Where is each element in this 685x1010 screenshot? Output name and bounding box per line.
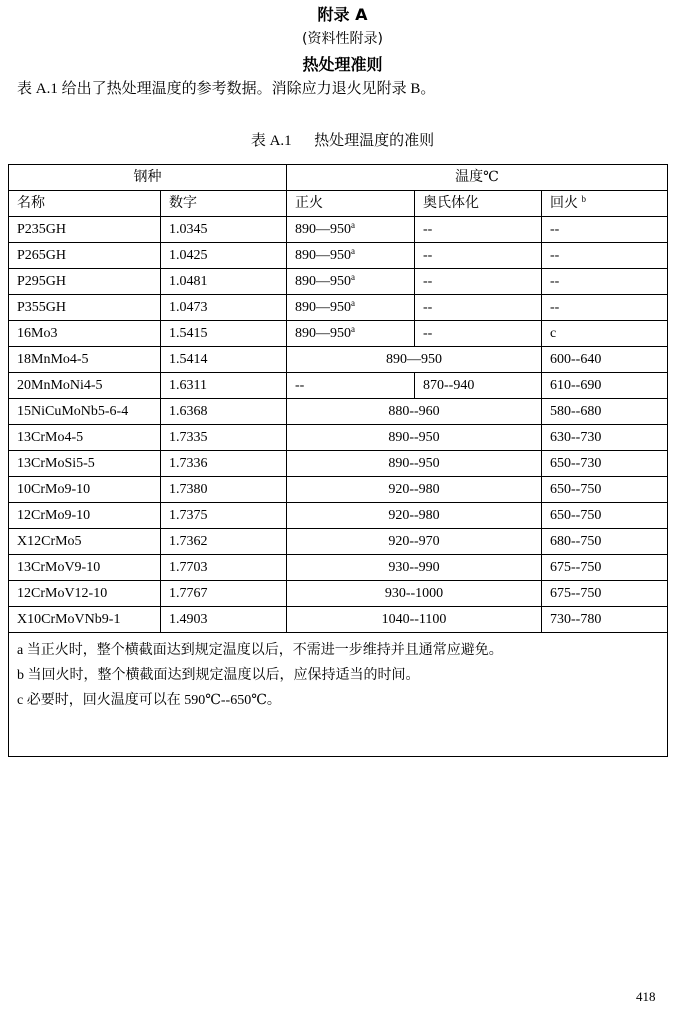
cell-number: 1.7336 [161, 451, 287, 477]
cell-name: X12CrMo5 [9, 529, 161, 555]
cell-tempering: 650--750 [542, 503, 668, 529]
footnote-b: b 当回火时，整个横截面达到规定温度以后，应保持适当的时间。 [17, 668, 420, 683]
cell-normalizing [287, 295, 415, 321]
cell-name: 10CrMo9-10 [9, 477, 161, 503]
cell-number: 1.7375 [161, 503, 287, 529]
table-row [9, 607, 668, 633]
cell-normalizing-value: 890—950 [295, 326, 351, 341]
cell-tempering: -- [542, 295, 668, 321]
cell-normalizing [287, 243, 415, 269]
table-row [9, 503, 668, 529]
cell-number: 1.5414 [161, 347, 287, 373]
cell-normalizing-austenitizing: 920--980 [287, 503, 542, 529]
cell-austenitizing: -- [415, 269, 542, 295]
cell-name: 18MnMo4-5 [9, 347, 161, 373]
appendix-title: 附录 A [317, 5, 368, 24]
cell-austenitizing: -- [415, 243, 542, 269]
header-name: 名称 [9, 191, 161, 217]
cell-normalizing-austenitizing: 1040--1100 [287, 607, 542, 633]
cell-austenitizing: -- [415, 217, 542, 243]
cell-tempering: 600--640 [542, 347, 668, 373]
cell-number: 1.7767 [161, 581, 287, 607]
cell-tempering: 730--780 [542, 607, 668, 633]
cell-normalizing-value: 890—950 [295, 222, 351, 237]
intro-paragraph: 表 A.1 给出了热处理温度的参考数据。消除应力退火见附录 B。 [17, 81, 436, 97]
cell-normalizing [287, 217, 415, 243]
cell-austenitizing: -- [415, 321, 542, 347]
cell-name: 12CrMoV12-10 [9, 581, 161, 607]
cell-name: 20MnMoNi4-5 [9, 373, 161, 399]
cell-tempering: -- [542, 269, 668, 295]
appendix-subtitle: (资料性附录) [302, 31, 383, 47]
footnote-a: a 当正火时，整个横截面达到规定温度以后，不需进一步维持并且通常应避免。 [17, 643, 503, 658]
cell-normalizing-austenitizing: 890--950 [287, 425, 542, 451]
table-row [9, 425, 668, 451]
table-row [9, 399, 668, 425]
cell-normalizing-value: 890—950 [295, 274, 351, 289]
cell-tempering: c [542, 321, 668, 347]
header-normalizing: 正火 [287, 191, 415, 217]
footnote-mark: a [351, 324, 355, 334]
footnote-mark: a [351, 298, 355, 308]
cell-number: 1.0345 [161, 217, 287, 243]
cell-name: 15NiCuMoNb5-6-4 [9, 399, 161, 425]
header-austenitizing: 奥氏体化 [415, 191, 542, 217]
table-row [9, 321, 668, 347]
cell-normalizing-value: 890—950 [295, 248, 351, 263]
page-number: 418 [636, 989, 656, 1004]
header-temperature: 温度℃ [287, 165, 668, 191]
header-tempering-label: 回火 [550, 196, 578, 211]
cell-name: 16Mo3 [9, 321, 161, 347]
footnote-mark: a [351, 246, 355, 256]
cell-normalizing-austenitizing: 930--990 [287, 555, 542, 581]
cell-number: 1.0473 [161, 295, 287, 321]
cell-tempering: -- [542, 243, 668, 269]
cell-name: P355GH [9, 295, 161, 321]
cell-normalizing-austenitizing: 890—950 [287, 347, 542, 373]
footnote-c: c 必要时，回火温度可以在 590℃--650℃。 [17, 693, 281, 708]
cell-number: 1.6368 [161, 399, 287, 425]
table-row [9, 243, 668, 269]
cell-number: 1.0425 [161, 243, 287, 269]
cell-name: 13CrMo4-5 [9, 425, 161, 451]
cell-tempering: 675--750 [542, 555, 668, 581]
cell-number: 1.7380 [161, 477, 287, 503]
cell-tempering: 675--750 [542, 581, 668, 607]
header-number: 数字 [161, 191, 287, 217]
cell-name: 13CrMoSi5-5 [9, 451, 161, 477]
table-row [9, 477, 668, 503]
cell-name: P235GH [9, 217, 161, 243]
cell-number: 1.5415 [161, 321, 287, 347]
table-row [9, 269, 668, 295]
cell-austenitizing: -- [415, 295, 542, 321]
section-title: 热处理准则 [302, 55, 383, 74]
table-row [9, 217, 668, 243]
footnotes-cell [9, 633, 668, 757]
cell-name: X10CrMoVNb9-1 [9, 607, 161, 633]
cell-name: 13CrMoV9-10 [9, 555, 161, 581]
table-row [9, 347, 668, 373]
cell-normalizing-austenitizing: 890--950 [287, 451, 542, 477]
cell-number: 1.7362 [161, 529, 287, 555]
table-header-row-2 [9, 191, 668, 217]
cell-name: P295GH [9, 269, 161, 295]
cell-normalizing-value: -- [295, 378, 305, 393]
header-steel-grade: 钢种 [9, 165, 287, 191]
cell-normalizing-austenitizing: 920--980 [287, 477, 542, 503]
cell-tempering: 650--730 [542, 451, 668, 477]
heat-treatment-table [8, 164, 668, 757]
cell-number: 1.4903 [161, 607, 287, 633]
cell-normalizing-austenitizing: 880--960 [287, 399, 542, 425]
cell-number: 1.6311 [161, 373, 287, 399]
footnote-mark: a [351, 220, 355, 230]
cell-normalizing [287, 321, 415, 347]
cell-normalizing-austenitizing: 930--1000 [287, 581, 542, 607]
cell-name: P265GH [9, 243, 161, 269]
cell-tempering: 680--750 [542, 529, 668, 555]
header-tempering-footnote-mark: b [581, 194, 586, 204]
cell-tempering: 580--680 [542, 399, 668, 425]
cell-normalizing [287, 373, 415, 399]
table-row [9, 555, 668, 581]
notes-row [9, 633, 668, 757]
cell-number: 1.7703 [161, 555, 287, 581]
cell-normalizing-austenitizing: 920--970 [287, 529, 542, 555]
footnote-mark: a [351, 272, 355, 282]
table-caption: 表 A.1 热处理温度的准则 [250, 133, 435, 149]
cell-number: 1.0481 [161, 269, 287, 295]
table-header-row-1 [9, 165, 668, 191]
table-row [9, 581, 668, 607]
table-row [9, 295, 668, 321]
table-row [9, 451, 668, 477]
cell-tempering: 650--750 [542, 477, 668, 503]
cell-normalizing-value: 890—950 [295, 300, 351, 315]
cell-austenitizing: 870--940 [415, 373, 542, 399]
cell-tempering: 610--690 [542, 373, 668, 399]
cell-name: 12CrMo9-10 [9, 503, 161, 529]
cell-normalizing [287, 269, 415, 295]
cell-number: 1.7335 [161, 425, 287, 451]
header-tempering [542, 191, 668, 217]
cell-tempering: -- [542, 217, 668, 243]
table-row [9, 529, 668, 555]
cell-tempering: 630--730 [542, 425, 668, 451]
table-row [9, 373, 668, 399]
